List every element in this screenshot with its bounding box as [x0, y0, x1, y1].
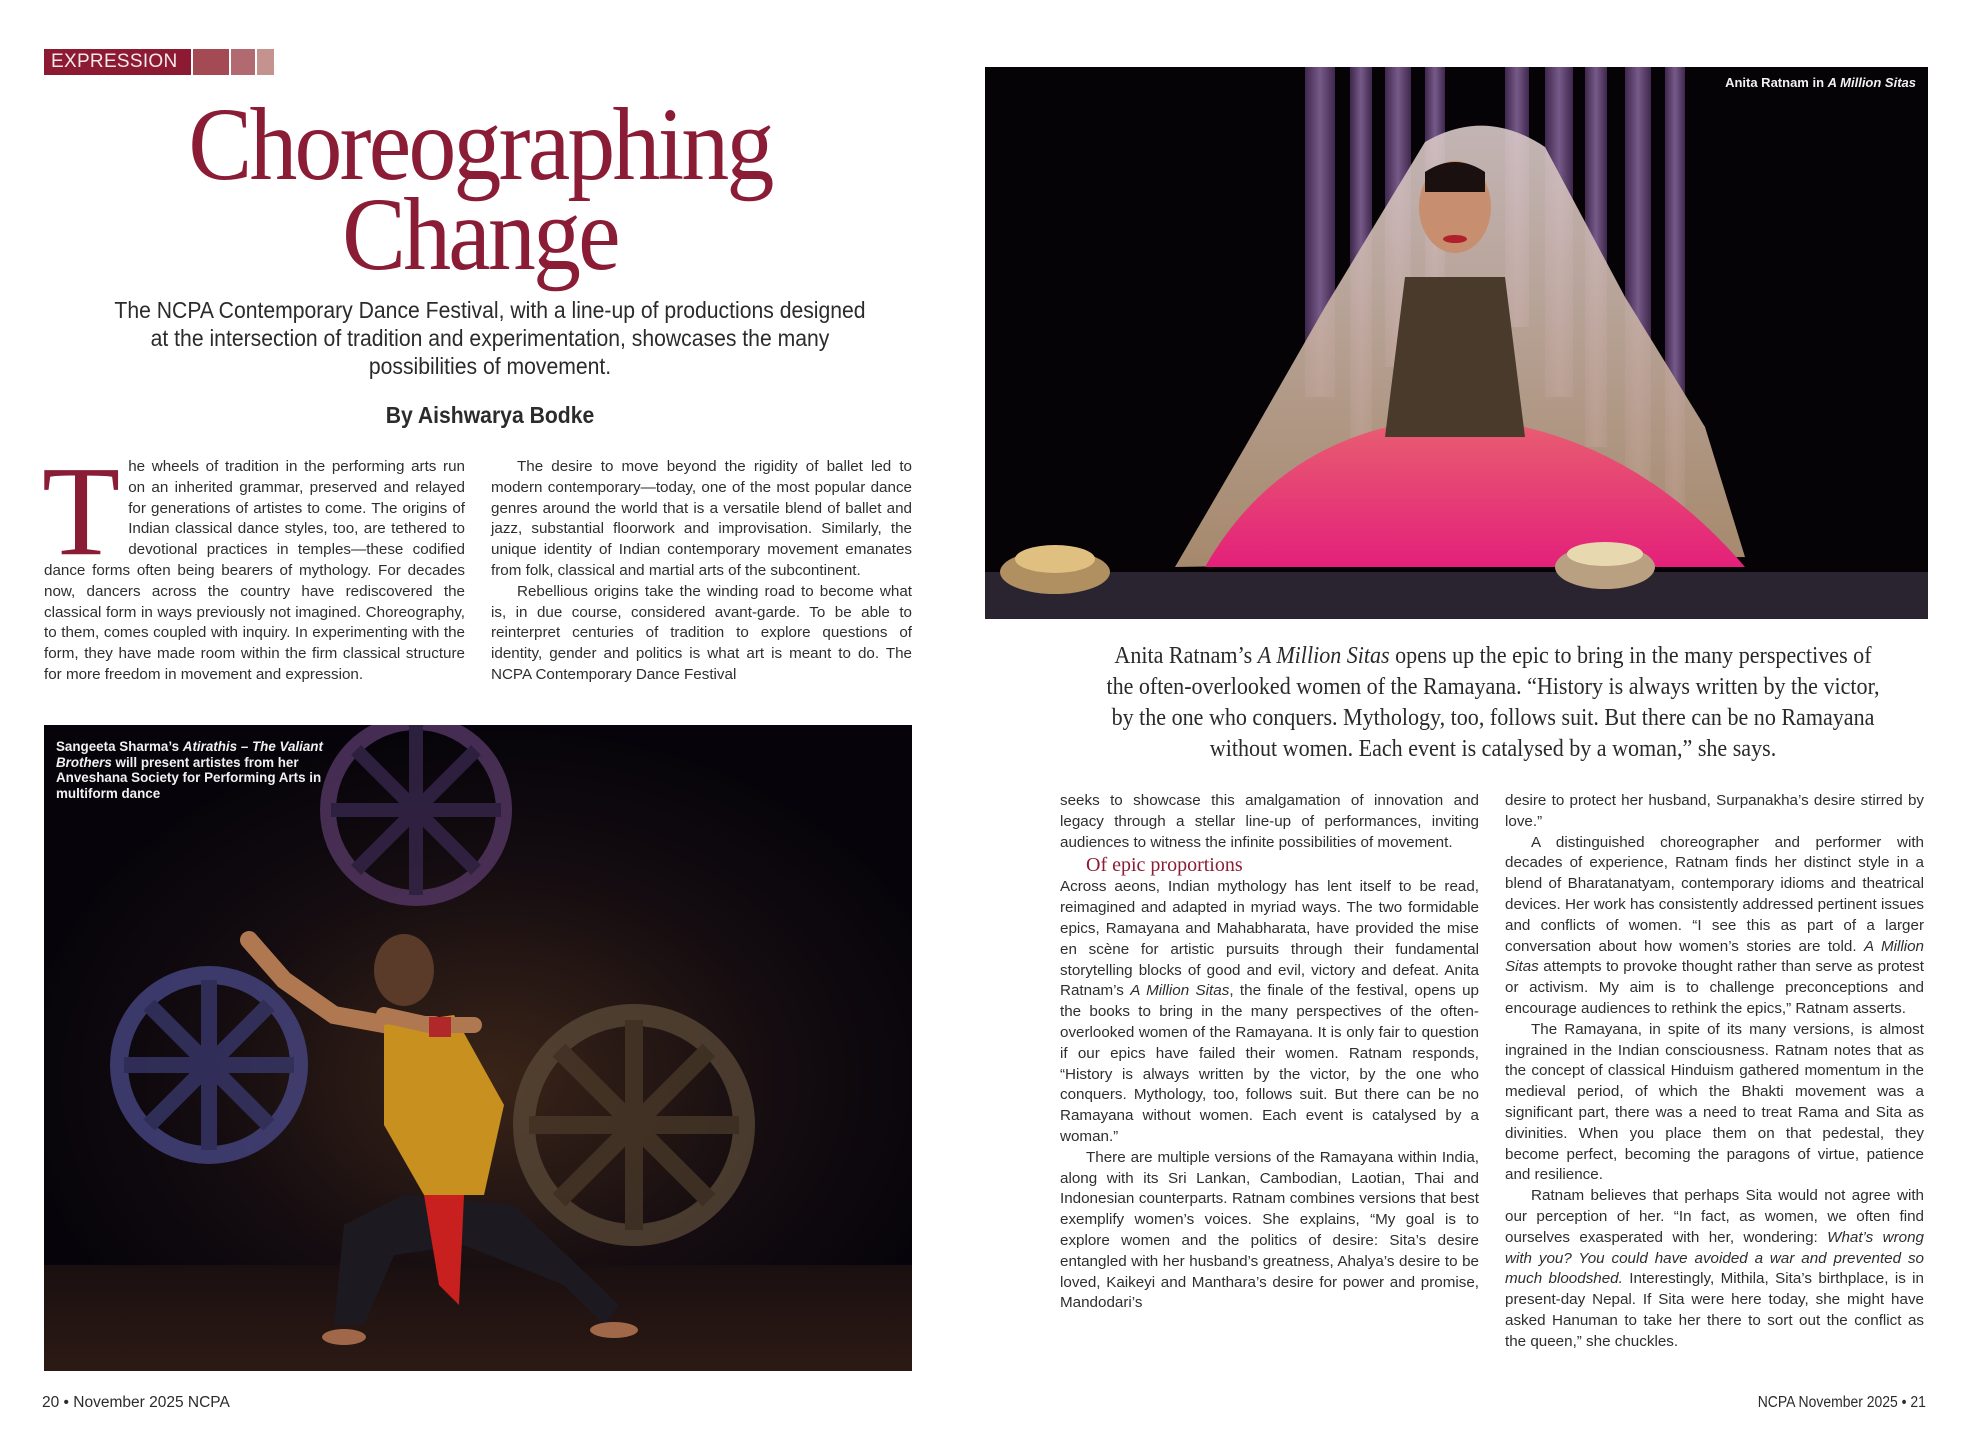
- paragraph-text: A distinguished choreographer and performer with decades of experience, Ratnam finds her distinct style in a blend of Bharatanatyam, contemporary idioms and theatrical devices. Her work has consistently addressed pertinent issues and conflicts of women. “I see this as part of a larger conversation about how women’s stories are told.: [1505, 833, 1924, 955]
- paragraph-text: Across aeons, Indian mythology has lent itself to be read, reimagined and adapted in myriad ways. The two formidable epics, Ramayana and Mahabharata, have provided the mise en scène for artistic pursuits through their fundamental storytelling blocks of good and evil, victory and defeat. Anita Ratnam’s: [1060, 878, 1479, 1000]
- article-column-3: [1060, 791, 1479, 1314]
- article-column-4: [1505, 791, 1924, 1353]
- caption-text: will present artistes from her Anveshana Society for Performing Arts in multiform dance: [56, 754, 322, 801]
- pull-quote-text: Anita Ratnam’s: [1114, 642, 1258, 669]
- paragraph: [42, 440, 465, 686]
- pull-quote-title: A Million Sitas: [1257, 642, 1390, 669]
- paragraph: [1060, 877, 1479, 1147]
- standfirst: The NCPA Contemporary Dance Festival, with a line-up of productions designed at the intersection of tradition and experimentation, showcases the many possibilities of movement.: [114, 297, 866, 379]
- paragraph-text: he wheels of tradition in the performing arts run on an inherited grammar, preserved and relayed for generations of artistes to come. The origins of Indian classical dance styles, too, are tethered to devotional practices in temples—these codified dance forms often being bearers of mythology. For decades now, dancers across the country have rediscovered the classical form in ways previously not imagined. Choreography, to them, comes coupled with inquiry. In experimenting with the form, they have made room within the firm classical structure for more freedom in movement and expression.: [44, 458, 465, 683]
- paragraph: [1505, 833, 1924, 1020]
- paragraph: Rebellious origins take the winding road to become what is, in due course, considered avant-garde. To be able to reinterpret centuries of tradition to explore questions of identity, gender and politics is what art is meant to do. The NCPA Contemporary Dance Festival: [491, 582, 912, 683]
- paragraph-text: Interestingly, Mithila, Sita’s birthplace, is in present-day Nepal. If Sita were here today, she might have asked Hanuman to take her there to sort out the conflict as the queen,” she chuckles.: [1505, 1270, 1924, 1350]
- paragraph-text: , the finale of the festival, opens up the books to bring in the many perspectives of the often-overlooked women of the Ramayana. It is only fair to question if our epics have failed their women. Ratnam responds, “History is always written by the victor, by the one who conquers. Mythology, too, follows suit. But there can be no Ramayana without women. Each event is catalysed by a woman.”: [1060, 982, 1480, 1145]
- section-swatch-2: [231, 49, 255, 75]
- performer-photo-illustration: [985, 67, 1928, 619]
- section-label: EXPRESSION: [44, 49, 191, 75]
- photo-a-million-sitas: [985, 67, 1928, 619]
- folio-left: 20 • November 2025 NCPA: [42, 1394, 230, 1411]
- drop-cap: T: [42, 440, 121, 582]
- caption-text: Sangeeta Sharma’s: [56, 739, 183, 754]
- byline: By Aishwarya Bodke: [385, 402, 595, 428]
- paragraph: The desire to move beyond the rigidity of ballet led to modern contemporary—today, one of the most popular dance genres around the world that is a versatile blend of ballet and jazz, substantial floorwork and improvisation. Similarly, the unique identity of Indian contemporary movement emanates from folk, classical and martial arts of the subcontinent.: [491, 458, 912, 579]
- page-title: [149, 87, 811, 292]
- paragraph: The Ramayana, in spite of its many versions, is almost ingrained in the Indian consciousness. Ratnam notes that as the concept of classical Hinduism gathered momentum in the medieval period, of which the Bhakti movement was a significant part, there was a need to treat Rama and Sita as divinities. When you place them on that pedestal, they become perfect, becoming the paragons of virtue, patience and resilience.: [1505, 1020, 1924, 1184]
- section-tag: [44, 49, 274, 75]
- photo-atirathis: [44, 725, 912, 1371]
- article-column-1: [42, 440, 465, 686]
- subheading: Of epic proportions: [1086, 854, 1243, 877]
- paragraph-text: attempts to provoke thought rather than serve as protest or activism. My aim is to challenge preconceptions and encourage audiences to rethink the epics,” Ratnam asserts.: [1505, 958, 1924, 1017]
- folio-right: NCPA November 2025 • 21: [1757, 1394, 1926, 1411]
- paragraph: desire to protect her husband, Surpanakha’s desire stirred by love.”: [1505, 792, 1924, 830]
- paragraph: [1505, 1186, 1924, 1352]
- caption-title: A Million Sitas: [1827, 75, 1916, 90]
- photo-caption-left: [56, 739, 336, 801]
- title-line-1: Choreographing: [188, 87, 772, 202]
- title-line-2: Change: [342, 177, 618, 292]
- paragraph-text: Ratnam believes that perhaps Sita would not agree with our perception of her. “In fact, as women, we often find ourselves exasperated with her, wondering:: [1505, 1187, 1924, 1246]
- section-swatch-3: [257, 49, 274, 75]
- caption-text: Anita Ratnam in: [1725, 75, 1828, 90]
- dancer-photo-illustration: [44, 725, 912, 1371]
- work-title: A Million Sitas: [1505, 937, 1924, 976]
- article-column-2: [491, 457, 912, 686]
- paragraph: There are multiple versions of the Ramayana within India, along with its Sri Lankan, Cambodian, Laotian, Thai and Indonesian counterparts. Ratnam combines versions that best exemplify women’s voices. She explains, “My goal is to explore women and the politics of desire: Sita’s desire entangled with her husband’s greatness, Ahalya’s desire to be loved, Kaikeyi and Manthara’s desire for power and promise, Mandodari’s: [1060, 1148, 1479, 1312]
- paragraph: seeks to showcase this amalgamation of innovation and legacy through a stellar line-up of performances, inviting audiences to witness the infinite possibilities of movement.: [1060, 792, 1479, 851]
- photo-caption-right: [1725, 75, 1916, 90]
- section-swatch-1: [193, 49, 229, 75]
- pull-quote: [1103, 640, 1882, 764]
- pull-quote-text: opens up the epic to bring in the many perspectives of the often-overlooked women of the Ramayana. “History is always written by the victor, by the one who conquers. Mythology, too, follows suit. But there can be no Ramayana without women. Each event is catalysed by a woman,” she says.: [1106, 642, 1880, 762]
- caption-title: Atirathis – The Valiant Brothers: [56, 739, 323, 770]
- quote-italic: What’s wrong with you? You could have avoided a war and prevented so much bloodshed.: [1505, 1228, 1924, 1288]
- work-title: A Million Sitas: [1130, 982, 1230, 1000]
